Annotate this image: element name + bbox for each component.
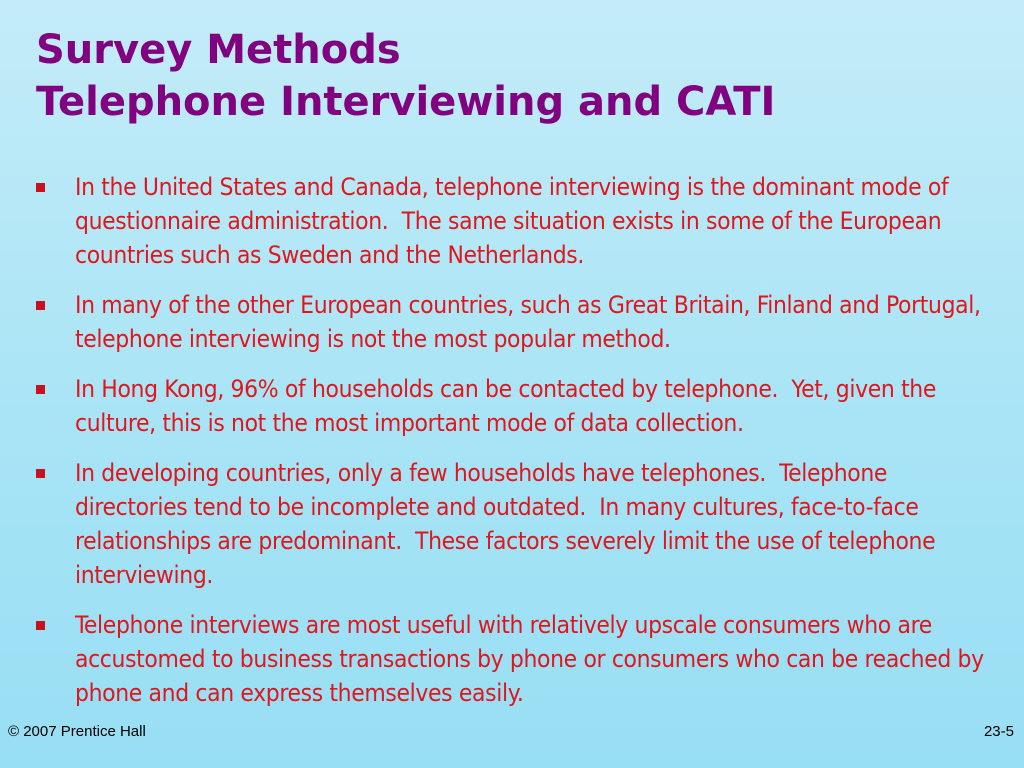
bullet-item <box>36 608 1000 710</box>
bullet-text: Telephone interviews are most useful with relatively upscale consumers who are accustomed to business transactions by phone or consumers who can be reached by phone and can express themselves easily. <box>75 610 984 707</box>
bullet-text: In the United States and Canada, telephone interviewing is the dominant mode of questionnaire administration. The same situation exists in some of the European countries such as Sweden and the Netherlands. <box>75 172 949 269</box>
square-bullet-icon <box>36 183 45 192</box>
slide-title-line-1: Survey Methods <box>36 27 401 73</box>
bullet-text: In Hong Kong, 96% of households can be contacted by telephone. Yet, given the culture, this is not the most important mode of data collection. <box>75 374 937 437</box>
footer-copyright: © 2007 Prentice Hall <box>8 723 146 740</box>
bullet-item <box>36 170 1000 272</box>
square-bullet-icon <box>36 621 45 630</box>
slide-title-line-2: Telephone Interviewing and CATI <box>36 79 776 125</box>
bullet-item <box>36 372 1000 440</box>
bullet-text: In many of the other European countries, such as Great Britain, Finland and Portugal, telephone interviewing is not the most popular method. <box>75 290 981 353</box>
bullet-item <box>36 456 1000 592</box>
bullet-item <box>36 288 1000 356</box>
slide-title <box>36 24 775 128</box>
bullet-list <box>36 170 1000 726</box>
footer-page-number: 23-5 <box>983 723 1014 740</box>
bullet-text: In developing countries, only a few households have telephones. Telephone directories tend to be incomplete and outdated. In many cultures, face-to-face relationships are predominant. These factors severely limit the use of telephone interviewing. <box>75 458 936 589</box>
square-bullet-icon <box>36 301 45 310</box>
square-bullet-icon <box>36 385 45 394</box>
square-bullet-icon <box>36 469 45 478</box>
